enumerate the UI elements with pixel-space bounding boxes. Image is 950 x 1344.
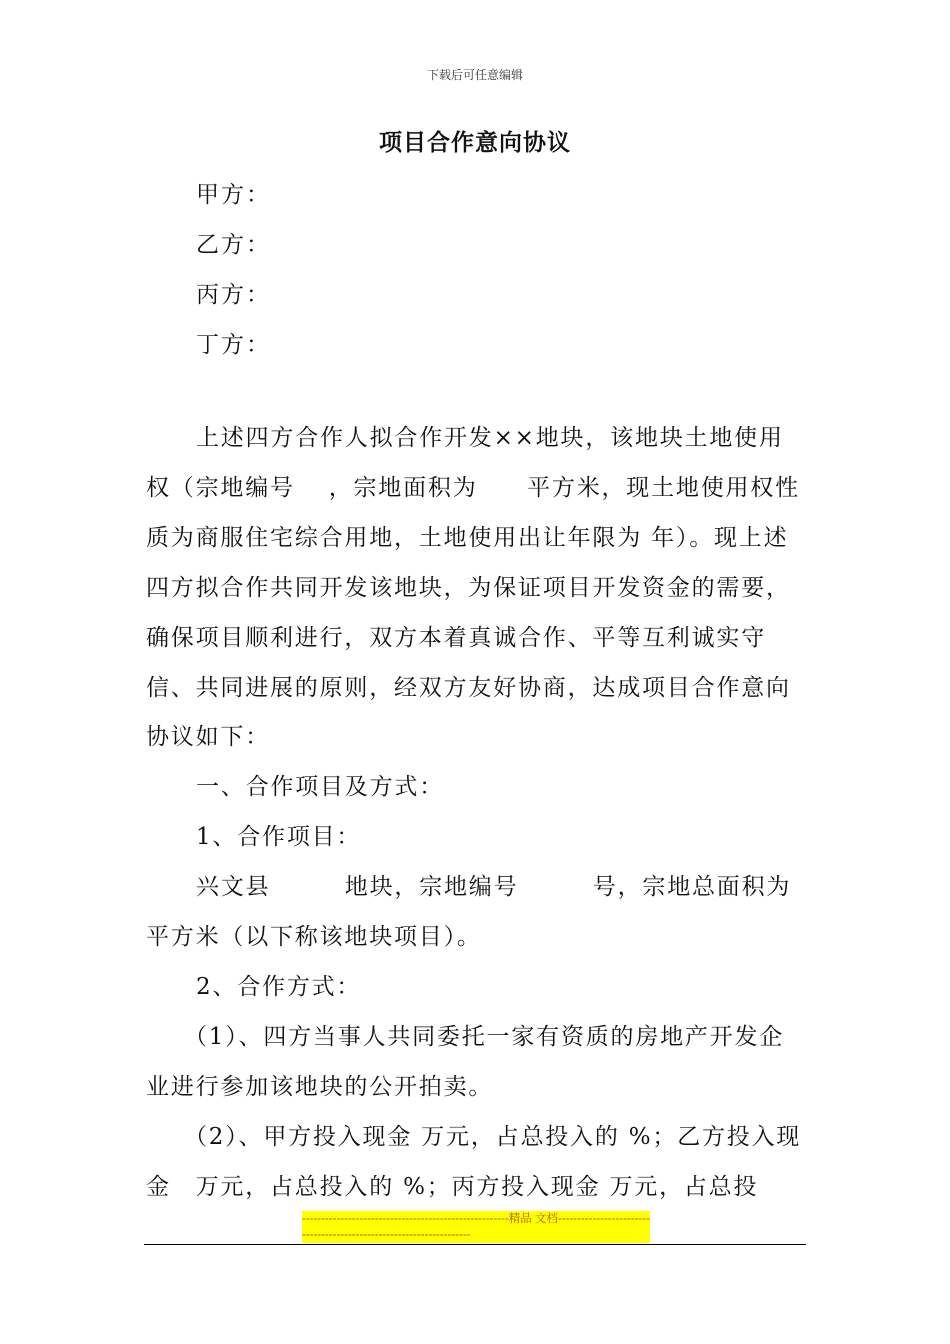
footer-rule xyxy=(144,1244,806,1245)
document-body xyxy=(146,414,806,1213)
paragraph-clause-1: （1）、四方当事人共同委托一家有资质的房地产开发企业进行参加该地块的公开拍卖。 xyxy=(146,1023,785,1100)
party-a: 甲方： xyxy=(196,182,271,208)
party-c: 丙方： xyxy=(196,282,271,308)
paragraph-intro: 上述四方合作人拟合作开发××地块，该地块土地使用权（宗地编号 ，宗地面积为 平方米，现土地使用权性质为商服住宅综合用地，土地使用出让年限为 年）。现上述四方拟合作共同开发该地块，为保证项目开发资金的需要，确保项目顺利进行，双方本着真诚合作、平等互利诚实守信、共同进展的原则，经双方友好协商，达成项目合作意向协议如下： xyxy=(146,425,800,751)
paragraph-clause-2: （2）、甲方投入现金 万元，占总投入的 %；乙方投入现金 万元，占总投入的 %；丙方投入现金 万元，占总投 xyxy=(146,1123,802,1200)
paragraph-item-1: 1、合作项目： xyxy=(196,824,362,851)
party-d: 丁方： xyxy=(196,332,271,358)
paragraph-project-detail: 兴文县 地块，宗地编号 号，宗地总面积为平方米（以下称该地块项目）。 xyxy=(146,874,792,951)
footer-banner: ------------------------------------------------------精品 文档-------------------------------------------------------------------- xyxy=(302,1213,650,1241)
paragraph-section-1: 一、合作项目及方式： xyxy=(196,774,444,801)
document-title: 项目合作意向协议 xyxy=(379,130,571,156)
party-b: 乙方： xyxy=(196,232,271,258)
paragraph-item-2: 2、合作方式： xyxy=(196,973,362,1000)
header-note: 下载后可任意编辑 xyxy=(426,68,523,82)
